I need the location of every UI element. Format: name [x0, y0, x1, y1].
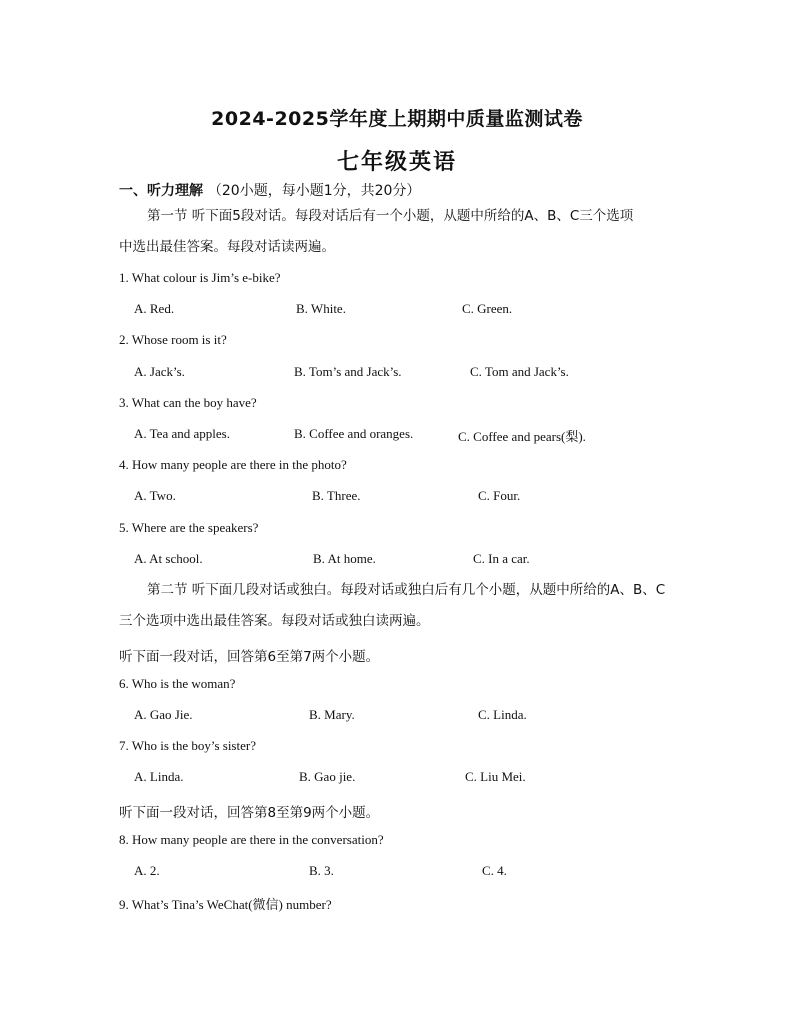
question-4-option-c: C. Four. [478, 488, 521, 503]
question-3-option-c: C. Coffee and pears(梨). [458, 429, 586, 444]
question-7: 7. Who is the boy’s sister? [119, 738, 256, 753]
question-8-option-c: C. 4. [482, 863, 507, 878]
question-1-option-c: C. Green. [462, 301, 513, 316]
question-6-option-a: A. Gao Jie. [134, 707, 193, 722]
question-4-option-a: A. Two. [134, 488, 176, 503]
part1-instructions [119, 201, 695, 263]
question-8-option-a: A. 2. [134, 863, 160, 878]
question-4: 4. How many people are there in the photo? [119, 457, 347, 472]
question-2-option-a: A. Jack’s. [134, 364, 185, 379]
question-7-option-b: B. Gao jie. [299, 769, 356, 784]
question-5-option-a: A. At school. [134, 551, 203, 566]
question-1-option-a: A. Red. [134, 301, 175, 316]
section-heading-label: 一、听力理解 [119, 183, 203, 199]
question-1: 1. What colour is Jim’s e-bike? [119, 270, 281, 285]
question-8: 8. How many people are there in the conversation? [119, 832, 384, 847]
question-6-option-c: C. Linda. [478, 707, 527, 722]
question-2: 2. Whose room is it? [119, 332, 227, 347]
question-6: 6. Who is the woman? [119, 676, 236, 691]
question-2-option-b: B. Tom’s and Jack’s. [294, 364, 402, 379]
part1-intro-line1: 第一节 听下面5段对话。每段对话后有一个小题，从题中所给的A、B、C三个选项 [147, 208, 634, 224]
question-1-option-b: B. White. [296, 301, 346, 316]
section-heading [119, 180, 420, 200]
part2-instructions [119, 575, 695, 637]
exam-subtitle: 七年级英语 [336, 150, 457, 175]
question-7-option-a: A. Linda. [134, 769, 184, 784]
note-questions-8-9: 听下面一段对话，回答第8至第9两个小题。 [119, 805, 380, 821]
question-4-option-b: B. Three. [312, 488, 361, 503]
part1-intro-line2: 中选出最佳答案。每段对话读两遍。 [119, 239, 335, 255]
question-5-option-c: C. In a car. [473, 551, 530, 566]
question-5-option-b: B. At home. [313, 551, 376, 566]
question-3-option-a: A. Tea and apples. [134, 426, 230, 441]
section-heading-note: （20小题，每小题1分，共20分） [207, 183, 421, 199]
part2-intro-line2: 三个选项中选出最佳答案。每段对话或独白读两遍。 [119, 613, 430, 629]
question-8-option-b: B. 3. [309, 863, 334, 878]
part2-intro-line1: 第二节 听下面几段对话或独白。每段对话或独白后有几个小题，从题中所给的A、B、C [147, 582, 666, 598]
question-7-option-c: C. Liu Mei. [465, 769, 526, 784]
question-3: 3. What can the boy have? [119, 395, 257, 410]
question-2-option-c: C. Tom and Jack’s. [470, 364, 569, 379]
question-3-option-b: B. Coffee and oranges. [294, 426, 414, 441]
exam-title: 2024-2025学年度上期期中质量监测试卷 [211, 108, 583, 130]
question-5: 5. Where are the speakers? [119, 520, 259, 535]
question-6-option-b: B. Mary. [309, 707, 355, 722]
question-9: 9. What’s Tina’s WeChat(微信) number? [119, 897, 332, 912]
note-questions-6-7: 听下面一段对话，回答第6至第7两个小题。 [119, 649, 380, 665]
